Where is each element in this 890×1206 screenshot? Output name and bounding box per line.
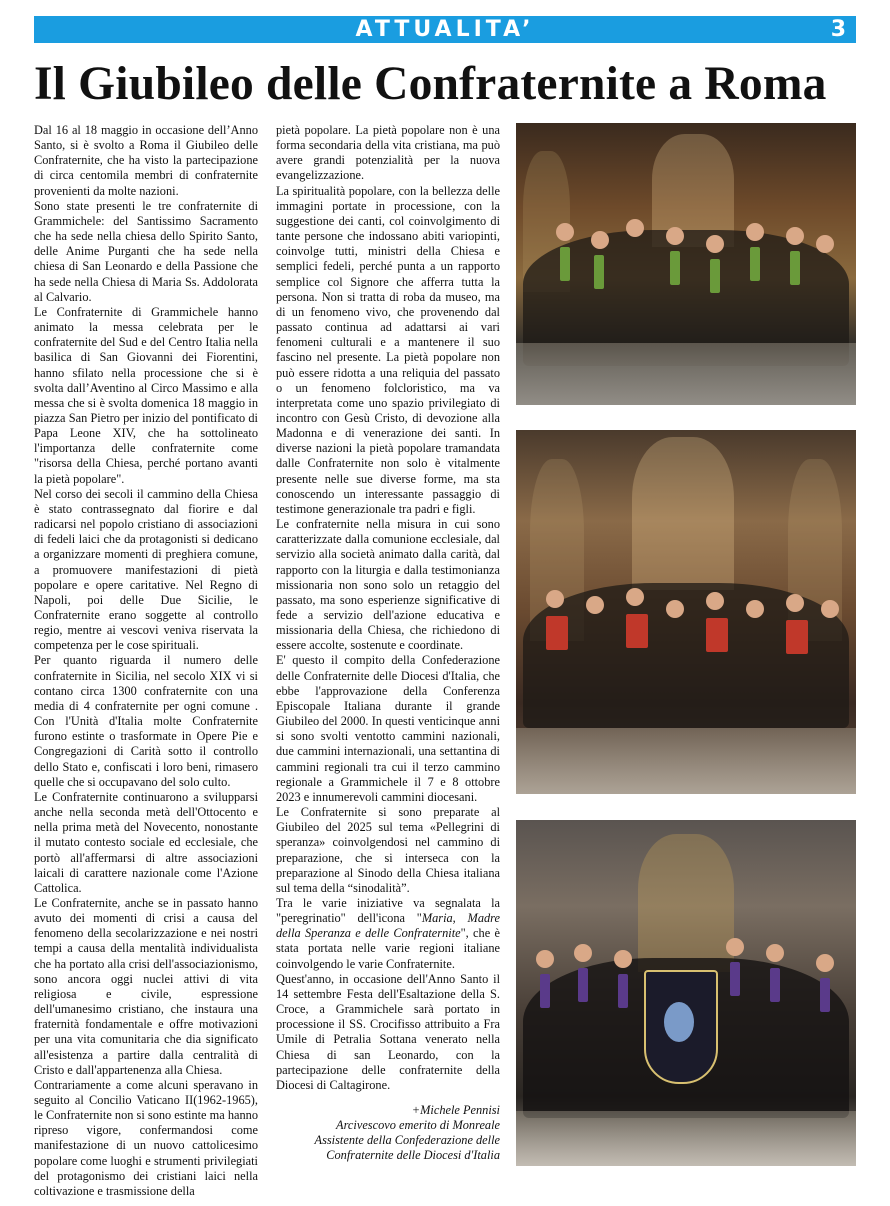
paragraph: Le Confraternite si sono preparate al Giubileo del 2025 sul tema «Pellegrini di speranza» coinvolgendosi nel cammino di preparazione, che si interseca con la preparazione al Sinodo della Chiesa italiana sul tema della “sinodalità”. [276,805,500,895]
author-role: Arcivescovo emerito di Monreale [336,1118,500,1133]
group-photo-green-stoles [516,123,856,405]
paragraph: La spiritualità popolare, con la bellezza delle immagini portate in processione, con la suggestione dei canti, col coinvolgimento di tante persone che indossano abiti variopinti, coinvolge tutti, ministri della Chiesa e semplici fedeli, perché punta a un rapporto semplice col Signore che afferra tutta la persona. Non si tratta di roba da museo, ma di un fenomeno vivo, che provenendo dal passato continua ad adattarsi ai vari fenomeni culturali e a mantenere il suo fascino nel presente. La pietà popolare non può essere ridotta a una reliquia del passato o un fenomeno folcloristico, ma va interpretata come uno spazio privilegiato di incontro con Gesù Cristo, di devozione alla Madonna e di venerazione dei santi. In diverse nazioni la pietà popolare tramandata dalle Confraternite non solo è vitalmente presente nelle sue diverse forme, ma sta conoscendo un interessante passaggio di testimone generazionale tra padri e figli. [276,183,500,516]
paragraph: Dal 16 al 18 maggio in occasione dell’Anno Santo, si è svolto a Roma il Giubileo delle Confraternite, che ha visto la partecipazione di circa centomila membri di confraternite provenienti da molte nazioni. [34,123,258,198]
paragraph: Le Confraternite continuarono a svilupparsi anche nella seconda metà dell'Ottocento e nella prima metà del Novecento, nonostante il mutato contesto sociale ed ecclesiale, che portò all'affermarsi di altre associazioni laicali di carattere nazionale come l'Azione Cattolica. [34,789,258,895]
paragraph: Le Confraternite di Grammichele hanno animato la messa celebrata per le confraternite del Sud e del Centro Italia nella basilica di San Giovanni dei Fiorentini, hanno sfilato nella processione che si è svolta dall’Aventino al Circo Massimo e alla messa che si è svolta domenica 18 maggio in piazza San Pietro per inizio del pontificato di Papa Leone XIV, che ha sottolineato l'importanza delle confraternite come "risorsa della Chiesa, perché portano avanti la pietà popolare". [34,304,258,486]
paragraph: Le Confraternite, anche se in passato hanno avuto dei momenti di crisi a causa del fenomeno della secolarizzazione e nei nostri tempi a causa della mentalità individualista che ha portato alla crisi dell'associazionismo, sono ancora oggi nuclei attivi di vita religiosa e civile, espressione dell'umanesimo cristiano, che instaura una fraternità fondamentale e offre motivazioni per una vita comunitaria che dia significato all'esistenza a partire dalla centralità di Cristo e dall'appartenenza alla Chiesa. [34,895,258,1077]
paragraph [276,896,500,972]
article-headline: Il Giubileo delle Confraternite a Roma [34,58,827,110]
group-photo-purple-stoles-banner [516,820,856,1166]
paragraph: Nel corso dei secoli il cammino della Chiesa è stato contrassegnato dal fiorire e dal radicarsi nel popolo cristiano di associazioni di fedeli laici che da protagonisti si dedicano a organizzare momenti di preghiera comune, a promuovere manifestazioni di pietà popolare e opere caritative. Nel Regno di Napoli, poi delle Due Sicilie, le Confraternite erano soggette al controllo regio, mentre ai vescovi veniva riservata la competenza per le cose spirituali. [34,486,258,653]
paragraph: Le confraternite nella misura in cui sono caratterizzate dalla comunione ecclesiale, dal servizio alla società animato dalla carità, dal rapporto con la liturgia e dalla testimonianza missionaria non sono solo un retaggio del passato, ma sono esperienze significative di fede a servizio dell'azione educativa e missionaria della Chiesa, che richiedono di essere accolte, sostenute e coordinate. [276,517,500,653]
author-role: Assistente della Confederazione delle [314,1133,500,1148]
icon-title: Maria, Madre della Speranza e delle Confraternite [276,911,501,941]
text-run: ", che è stata portata nelle varie regioni italiane coinvolgendo le varie Confraternite. [276,926,500,971]
text-run: Tra le varie iniziative va segnalata la "peregrinatio" dell'icona " [276,895,500,926]
article-column-2 [276,123,500,1164]
section-banner [34,16,856,43]
paragraph: Sono state presenti le tre confraternite di Grammichele: del Santissimo Sacramento che ha sede nella chiesa dello Spirito Santo, delle Anime Purganti che ha sede nella chiesa di San Leonardo e della Passione che ha sede nella Chiesa di Maria Ss. Addolorata al Calvario. [34,198,258,304]
paragraph: Per quanto riguarda il numero delle confraternite in Sicilia, nel secolo XIX vi si contano circa 1300 confraternite con una media di 4 confraternite per ogni comune . Con l'Unità d'Italia molte Confraternite furono estinte o trasformate in Opere Pie e Congregazioni di Carità sotto il controllo dello Stato e, confiscati i loro beni, rimasero quelle che si occupavano del solo culto. [34,653,258,789]
group-photo-red-capes [516,430,856,794]
paragraph: E' questo il compito della Confederazione delle Confraternite delle Diocesi d'Italia, che ebbe l'approvazione della Conferenza Episcopale Italiana durante il grande Giubileo del 2000. In questi venticinque anni si sono svolti ventotto cammini nazionali, due cammini internazionali, una settantina di cammini regionali tra cui il terzo cammino regionale a Grammichele il 7 e 8 ottobre 2023 e innumerevoli cammini diocesani. [276,653,500,804]
paragraph: Contrariamente a come alcuni speravano in seguito al Concilio Vaticano II(1962-1965), le Confraternite non si sono estinte ma hanno ripreso vigore, confermandosi come manifestazione di un nuovo cattolicesimo popolare come luoghi e strumenti privilegiati del protagonismo dei cristiani laici nella coltivazione e trasmissione della [34,1077,258,1198]
author-role: Confraternite delle Diocesi d'Italia [326,1148,500,1163]
article-column-1 [34,123,258,1199]
signature-block [276,1103,500,1164]
page-number: 3 [830,17,846,42]
paragraph: pietà popolare. La pietà popolare non è una forma secondaria della vita cristiana, ma può avere grandi potenzialità per la nuova evangelizzazione. [276,123,500,183]
paragraph: Quest'anno, in occasione dell'Anno Santo il 14 settembre Festa dell'Esaltazione della S. Croce, a Grammichele sarà portato in processione il SS. Crocifisso attribuito a Fra Umile di Petralia Sottana venerato nella Chiesa di san Leonardo, con la partecipazione delle confraternite della Diocesi di Caltagirone. [276,971,500,1092]
section-title: ATTUALITA’ [355,17,535,42]
author-name: +Michele Pennisi [411,1103,500,1117]
